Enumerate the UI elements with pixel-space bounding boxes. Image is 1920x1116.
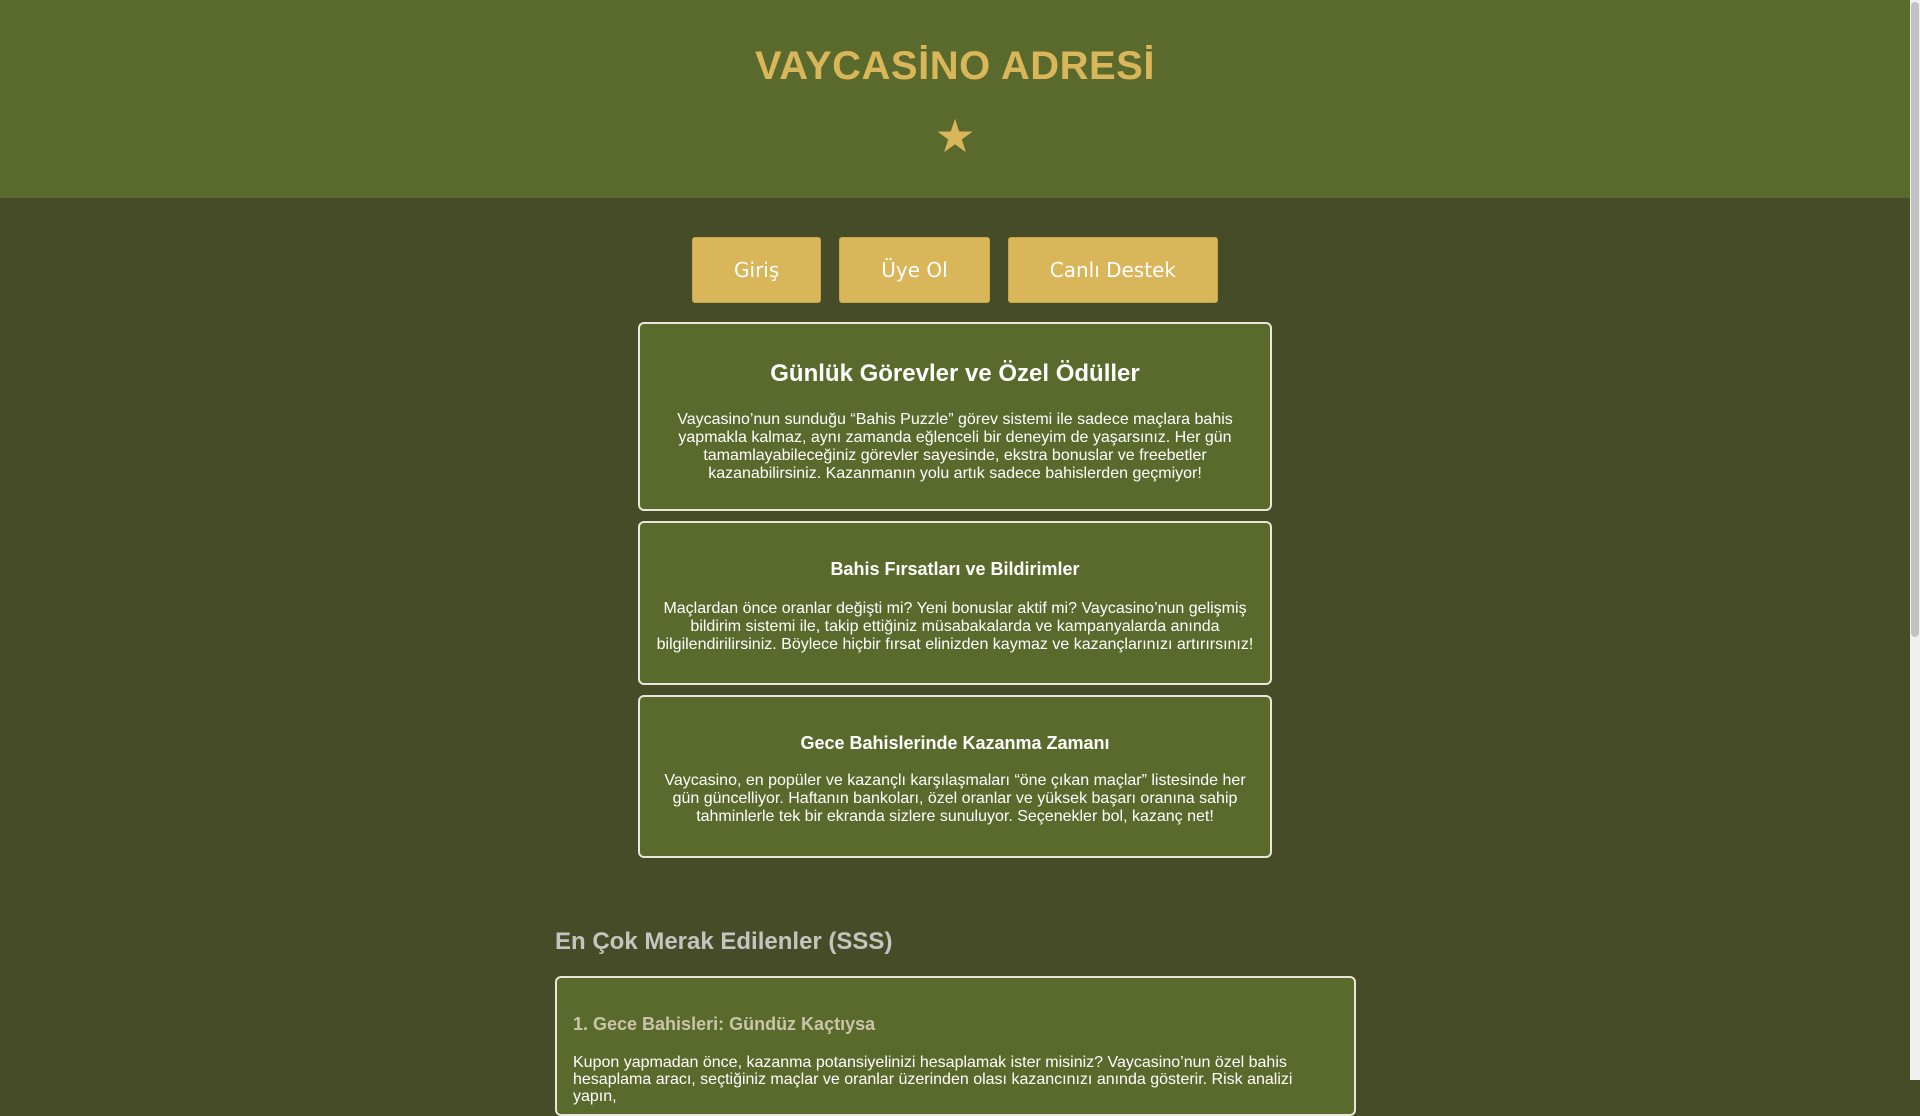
card-title: Bahis Fırsatları ve Bildirimler — [830, 559, 1080, 579]
card-text: Vaycasino, en popüler ve kazançlı karşılaşmaları “öne çıkan maçlar” listesinde her gün güncelliyor. Haftanın bankoları, özel oranlar ve yüksek başarı oranına sahip tahminlerle tek bir ekranda sizlere sunuluyor. Seçenekler bol, kazanç net! — [664, 772, 1246, 825]
register-button[interactable]: Üye Ol — [839, 237, 989, 303]
faq-heading: En Çok Merak Edilenler (SSS) — [555, 928, 893, 955]
card-title: Gece Bahislerinde Kazanma Zamanı — [800, 733, 1110, 753]
faq-answer: Kupon yapmadan önce, kazanma potansiyelinizi hesaplamak ister misiniz? Vaycasino’nun özel bahis hesaplama aracı, seçtiğiniz maçlar ve oranlar üzerinden olası kazancınızı anında gösterir. Risk analizi yapın, — [573, 1054, 1293, 1105]
feature-card-notifications — [638, 521, 1272, 685]
site-title: VAYCASİNO ADRESİ — [755, 44, 1155, 88]
card-text: Vaycasino’nun sunduğu “Bahis Puzzle” görev sistemi ile sadece maçlara bahis yapmakla kalmaz, aynı zamanda eğlenceli bir deneyim de yaşarsınız. Her gün tamamlayabileceğiniz görevler sayesinde, ekstra bonuslar ve freebetler kazanabilirsiniz. Kazanmanın yolu artık sadece bahislerden geçmiyor! — [677, 411, 1233, 482]
scrollbar[interactable] — [1910, 0, 1920, 1080]
site-header — [0, 0, 1910, 198]
scrollbar-thumb[interactable] — [1911, 2, 1919, 637]
faq-item[interactable] — [555, 976, 1356, 1116]
faq-question[interactable]: 1. Gece Bahisleri: Gündüz Kaçtıysa — [573, 1014, 876, 1034]
main-nav — [0, 237, 1910, 303]
feature-card-night-bets — [638, 695, 1272, 858]
feature-card-daily-tasks — [638, 322, 1272, 511]
live-support-button[interactable]: Canlı Destek — [1008, 237, 1218, 303]
star-icon: ★ — [934, 109, 976, 163]
card-title: Günlük Görevler ve Özel Ödüller — [770, 360, 1140, 387]
card-text: Maçlardan önce oranlar değişti mi? Yeni bonuslar aktif mi? Vaycasino’nun gelişmiş bildirim sistemi ile, takip ettiğiniz müsabakalarda ve kampanyalarda anında bilgilendirilirsiniz. Böylece hiçbir fırsat elinizden kaymaz ve kazançlarınızı artırırsınız! — [656, 600, 1254, 653]
login-button[interactable]: Giriş — [692, 237, 821, 303]
